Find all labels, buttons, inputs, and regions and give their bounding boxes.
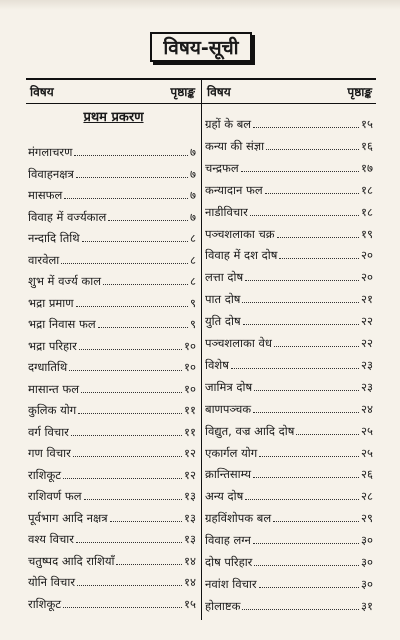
toc-entry-page: १३ xyxy=(184,532,196,546)
toc-entry-page: २१ xyxy=(361,292,373,307)
toc-entry-page: ३० xyxy=(361,533,373,548)
toc-entry xyxy=(205,156,373,176)
toc-entry-title: विवाह लग्न xyxy=(205,533,251,548)
toc-entry xyxy=(28,463,196,483)
toc-entry xyxy=(205,309,373,329)
toc-entry xyxy=(28,355,196,375)
toc-entry-page: १० xyxy=(184,338,196,353)
toc-entry-title: भद्रा परिहार xyxy=(28,338,77,353)
toc-entry-page: १३ xyxy=(184,489,196,503)
toc-entry-title: राशिकूट xyxy=(28,596,62,611)
toc-entry-title: विशेष xyxy=(205,357,229,372)
toc-entry-page: १८ xyxy=(361,204,373,219)
dot-leader xyxy=(103,284,188,285)
dot-leader xyxy=(98,327,188,328)
toc-entry xyxy=(205,419,373,439)
toc-entry xyxy=(205,265,373,285)
toc-entry xyxy=(205,112,373,132)
toc-entry-title: पूर्वभाग आदि नक्षत्र xyxy=(28,510,108,525)
toc-entry-title: दग्धातिथि xyxy=(28,360,68,374)
dot-leader xyxy=(243,324,359,325)
dot-leader xyxy=(78,413,182,414)
dot-leader xyxy=(253,127,359,128)
toc-entry xyxy=(205,528,373,548)
toc-entry-title: पञ्चशलाका चक्र xyxy=(205,226,275,241)
toc-entry xyxy=(28,549,196,569)
toc-entry-title: शुभ में वर्ज्य काल xyxy=(28,274,101,288)
toc-entry-page: २८ xyxy=(361,489,373,504)
toc-entry xyxy=(28,269,196,289)
dot-leader xyxy=(116,564,182,565)
toc-entry-page: ७ xyxy=(190,166,196,181)
toc-entry xyxy=(28,183,196,203)
dot-leader xyxy=(63,607,182,608)
toc-entry xyxy=(205,331,373,351)
dot-leader xyxy=(279,258,359,259)
toc-entry xyxy=(205,397,373,417)
toc-entry-page: १५ xyxy=(184,596,196,611)
toc-entry-page: २३ xyxy=(361,379,373,394)
toc-entry-page: ३० xyxy=(361,555,373,569)
toc-entry-title: क्रान्तिसाम्य xyxy=(205,467,252,482)
column-divider xyxy=(201,78,202,620)
toc-entry xyxy=(28,527,196,547)
dot-leader xyxy=(274,346,359,347)
dot-leader xyxy=(253,477,359,478)
toc-entry xyxy=(28,506,196,526)
toc-entry-title: विवाह में दश दोष xyxy=(205,248,278,263)
toc-entry-page: १३ xyxy=(184,510,196,525)
toc-entry xyxy=(205,287,373,307)
toc-entry xyxy=(28,205,196,225)
left-page-header: पृष्ठाङ्क xyxy=(170,85,195,99)
toc-entry-page: ११ xyxy=(184,424,196,439)
toc-entry xyxy=(28,484,196,504)
toc-entry-page: १४ xyxy=(184,575,196,589)
toc-entry-page: २४ xyxy=(361,401,373,416)
toc-entry xyxy=(28,312,196,332)
toc-entry-page: १८ xyxy=(361,182,373,197)
right-subject-header: विषय xyxy=(207,85,231,99)
toc-entry-title: नवांश विचार xyxy=(205,576,257,591)
toc-entry-page: २० xyxy=(361,270,373,285)
table-of-contents xyxy=(26,78,376,620)
toc-entry-page: १२ xyxy=(184,467,196,482)
toc-entry-page: ८ xyxy=(190,274,196,288)
dot-leader xyxy=(76,177,188,178)
toc-entry-title: नन्दादि तिथि xyxy=(28,231,80,245)
dot-leader xyxy=(254,565,359,566)
toc-entry xyxy=(28,226,196,246)
toc-entry-title: भद्रा प्रमाण xyxy=(28,295,74,310)
dot-leader xyxy=(74,155,188,156)
dot-leader xyxy=(82,241,188,242)
dot-leader xyxy=(265,193,359,194)
dot-leader xyxy=(73,456,182,457)
dot-leader xyxy=(231,368,359,369)
dot-leader xyxy=(245,280,359,281)
toc-entry-title: जामित्र दोष xyxy=(205,379,253,394)
toc-entry-title: होलाष्टक xyxy=(205,598,241,613)
toc-entry xyxy=(205,594,373,614)
page-edge-shadow xyxy=(0,0,400,10)
dot-leader xyxy=(253,543,359,544)
dot-leader xyxy=(296,434,359,435)
toc-entry-title: ग्रहविंशोपक बल xyxy=(205,511,272,526)
toc-entry-title: विवाह में वर्ज्यकाल xyxy=(28,209,107,224)
toc-entry-page: ७ xyxy=(190,145,196,159)
toc-entry xyxy=(28,398,196,418)
toc-entry-page: ७ xyxy=(190,188,196,202)
section-heading: प्रथम प्रकरण xyxy=(83,110,144,125)
dot-leader xyxy=(250,215,359,216)
dot-leader xyxy=(81,392,182,393)
toc-entry xyxy=(28,291,196,311)
toc-entry-title: भद्रा निवास फल xyxy=(28,317,96,331)
toc-entry-title: ग्रहों के बल xyxy=(205,117,252,131)
right-column-header xyxy=(207,83,372,101)
toc-entry-title: अन्य दोष xyxy=(205,489,244,504)
toc-entry-page: ९ xyxy=(190,317,196,331)
toc-entry-page: २२ xyxy=(361,314,373,329)
toc-entry-page: १० xyxy=(184,381,196,396)
toc-entry xyxy=(205,178,373,198)
toc-entry-title: दोष परिहार xyxy=(205,555,253,569)
dot-leader xyxy=(245,499,359,500)
toc-entry-title: गण विचार xyxy=(28,446,71,460)
toc-entry xyxy=(28,570,196,590)
toc-entry-title: योनि विचार xyxy=(28,575,76,589)
toc-entry-page: ११ xyxy=(184,403,196,417)
toc-entry xyxy=(205,375,373,395)
dot-leader xyxy=(273,521,359,522)
toc-entry xyxy=(205,462,373,482)
toc-entry-title: मासान्त फल xyxy=(28,381,80,396)
toc-entry-title: नाडीविचार xyxy=(205,204,248,219)
toc-entry xyxy=(205,484,373,504)
page-title: विषय-सूची xyxy=(150,32,252,62)
dot-leader xyxy=(254,390,359,391)
toc-entry-page: २२ xyxy=(361,336,373,350)
toc-entry xyxy=(205,134,373,154)
toc-entry-page: ८ xyxy=(190,231,196,245)
toc-entry-page: १६ xyxy=(361,138,373,153)
toc-entry-title: कन्यादान फल xyxy=(205,182,263,197)
toc-entry-title: राशिकूट xyxy=(28,467,62,482)
toc-entry-page: २६ xyxy=(361,467,373,482)
dot-leader xyxy=(242,609,359,610)
toc-entry-title: कन्या की संज्ञा xyxy=(205,138,265,153)
dot-leader xyxy=(79,349,182,350)
dot-leader xyxy=(259,456,359,457)
toc-entry-page: १९ xyxy=(361,226,373,241)
toc-entry-title: राशिवर्ण फल xyxy=(28,489,82,503)
toc-entry-page: २० xyxy=(361,248,373,263)
toc-entry xyxy=(28,334,196,354)
toc-entry-title: एकार्गल योग xyxy=(205,445,258,460)
toc-entry-page: २५ xyxy=(361,445,373,460)
dot-leader xyxy=(242,302,359,303)
toc-entry-page: २५ xyxy=(361,423,373,438)
dot-leader xyxy=(77,585,182,586)
toc-entry-page: १० xyxy=(184,360,196,374)
toc-entry-page: ७ xyxy=(190,209,196,224)
toc-entry xyxy=(205,243,373,263)
dot-leader xyxy=(108,220,188,221)
dot-leader xyxy=(241,171,359,172)
toc-entry-title: मासफल xyxy=(28,188,63,202)
dot-leader xyxy=(61,263,188,264)
dot-leader xyxy=(69,370,182,371)
dot-leader xyxy=(266,149,359,150)
toc-entry xyxy=(205,506,373,526)
dot-leader xyxy=(84,499,183,500)
toc-entry-title: कुलिक योग xyxy=(28,403,77,417)
toc-entry-page: १७ xyxy=(361,160,373,175)
dot-leader xyxy=(277,237,359,238)
toc-entry xyxy=(28,162,196,182)
dot-leader xyxy=(259,587,359,588)
toc-entry-page: १५ xyxy=(361,117,373,131)
toc-entry xyxy=(28,420,196,440)
toc-entry xyxy=(28,140,196,160)
toc-entry xyxy=(205,572,373,592)
toc-entry-title: पञ्चशलाका वेध xyxy=(205,336,272,350)
toc-entry-title: विवाहनक्षत्र xyxy=(28,166,74,181)
toc-entry xyxy=(28,592,196,612)
toc-entry xyxy=(205,353,373,373)
toc-entry-page: १४ xyxy=(184,553,196,568)
dot-leader xyxy=(63,478,182,479)
toc-entry-title: वर्ग विचार xyxy=(28,424,69,439)
toc-entry-title: चन्द्रफल xyxy=(205,160,239,175)
right-page-header: पृष्ठाङ्क xyxy=(347,85,372,99)
toc-entry xyxy=(205,200,373,220)
toc-entry-title: बाणपञ्चक xyxy=(205,401,252,416)
dot-leader xyxy=(64,198,188,199)
toc-entry-title: विद्युत, वज्र आदि दोष xyxy=(205,423,295,438)
toc-entry-title: मंगलाचरण xyxy=(28,145,73,159)
toc-entry-page: ३० xyxy=(361,576,373,591)
toc-entry xyxy=(28,377,196,397)
dot-leader xyxy=(71,435,182,436)
toc-entry xyxy=(205,441,373,461)
dot-leader xyxy=(110,521,182,522)
left-subject-header: विषय xyxy=(30,85,54,99)
toc-entry-title: चतुष्पद आदि राशियाँ xyxy=(28,553,115,568)
toc-entry xyxy=(28,441,196,461)
toc-entry-page: २३ xyxy=(361,357,373,372)
toc-entry-page: ९ xyxy=(190,295,196,310)
toc-entry-page: ३१ xyxy=(361,598,373,613)
toc-entry xyxy=(205,550,373,570)
toc-entry xyxy=(28,248,196,268)
toc-entry xyxy=(205,222,373,242)
dot-leader xyxy=(76,542,182,543)
left-column-header xyxy=(30,83,195,101)
toc-entry-page: ८ xyxy=(190,252,196,267)
toc-entry-page: १२ xyxy=(184,446,196,460)
toc-entry-title: वारवेला xyxy=(28,252,60,267)
toc-entry-title: पात दोष xyxy=(205,292,241,307)
dot-leader xyxy=(253,412,359,413)
toc-entry-title: वश्य विचार xyxy=(28,532,74,546)
dot-leader xyxy=(76,306,188,307)
toc-entry-title: लत्ता दोष xyxy=(205,270,244,285)
toc-entry-title: युति दोष xyxy=(205,314,241,329)
toc-entry-page: २९ xyxy=(361,511,373,526)
